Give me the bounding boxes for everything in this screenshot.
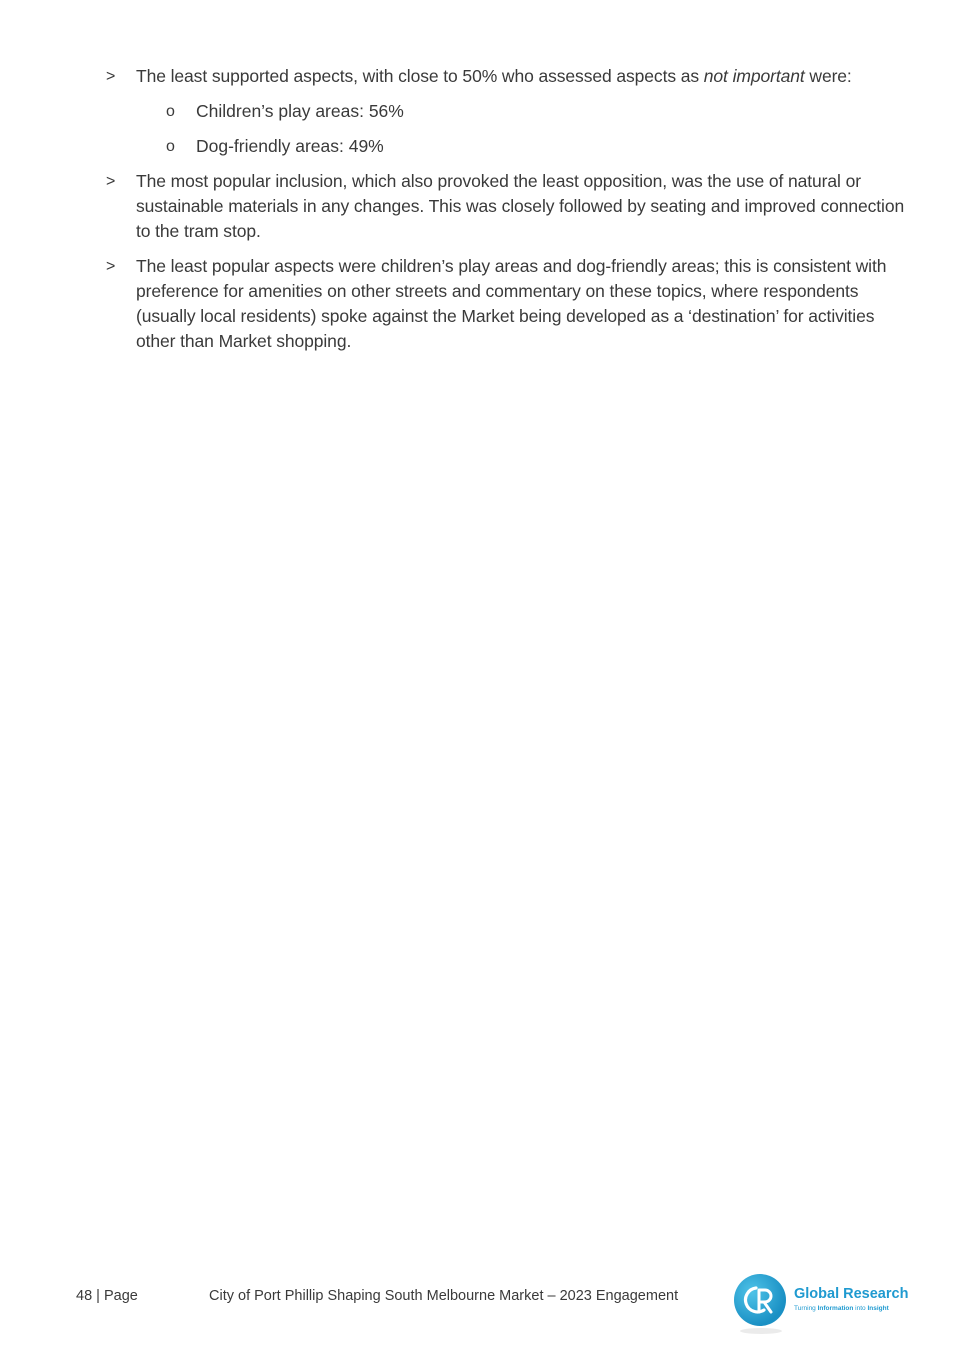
page-number: 48 | Page bbox=[76, 1288, 138, 1304]
bullet-most-popular bbox=[106, 169, 906, 244]
bullet-text: The least popular aspects were children’s play areas and dog-friendly areas; this is consistent with preference for amenities on other streets and commentary on these topics, where respondents (usually local residents) spoke against the Market being developed as a ‘destination’ for activities other than Market shopping. bbox=[136, 256, 887, 351]
bullet-text: The least supported aspects, with close to 50% who assessed aspects as bbox=[136, 66, 704, 86]
bullet-marker: > bbox=[106, 173, 116, 190]
logo-name: Global Research bbox=[794, 1286, 909, 1302]
bullet-marker: > bbox=[106, 258, 116, 275]
logo-mark-icon bbox=[734, 1274, 786, 1326]
sub-item-text: Children’s play areas: 56% bbox=[196, 101, 404, 121]
sub-item-childrens-play bbox=[166, 99, 896, 124]
bullet-text-end: were: bbox=[804, 66, 852, 86]
bullet-text: The most popular inclusion, which also provoked the least opposition, was the use of natural or sustainable materials in any changes. This was closely followed by seating and improved connection to the tram stop. bbox=[136, 171, 905, 241]
logo-tagline-part: Turning bbox=[794, 1305, 818, 1312]
global-research-logo bbox=[732, 1272, 912, 1338]
document-body bbox=[0, 64, 956, 364]
sub-item-dog-friendly bbox=[166, 134, 896, 159]
sub-bullet-marker: o bbox=[166, 138, 175, 155]
sub-bullet-marker: o bbox=[166, 103, 175, 120]
page-footer bbox=[0, 1270, 956, 1340]
bullet-least-supported bbox=[106, 64, 906, 89]
bullet-marker: > bbox=[106, 68, 116, 85]
bullet-least-popular bbox=[106, 254, 906, 354]
document-title: City of Port Phillip Shaping South Melbourne Market – 2023 Engagement bbox=[209, 1288, 679, 1304]
bullet-text-italic: not important bbox=[703, 66, 805, 86]
logo-tagline bbox=[794, 1305, 889, 1312]
logo-tagline-bold: Information bbox=[817, 1305, 854, 1312]
logo-shadow bbox=[740, 1328, 782, 1334]
logo-tagline-bold: Insight bbox=[867, 1305, 889, 1312]
logo-tagline-part: into bbox=[853, 1305, 868, 1312]
sub-item-text: Dog-friendly areas: 49% bbox=[196, 136, 384, 156]
